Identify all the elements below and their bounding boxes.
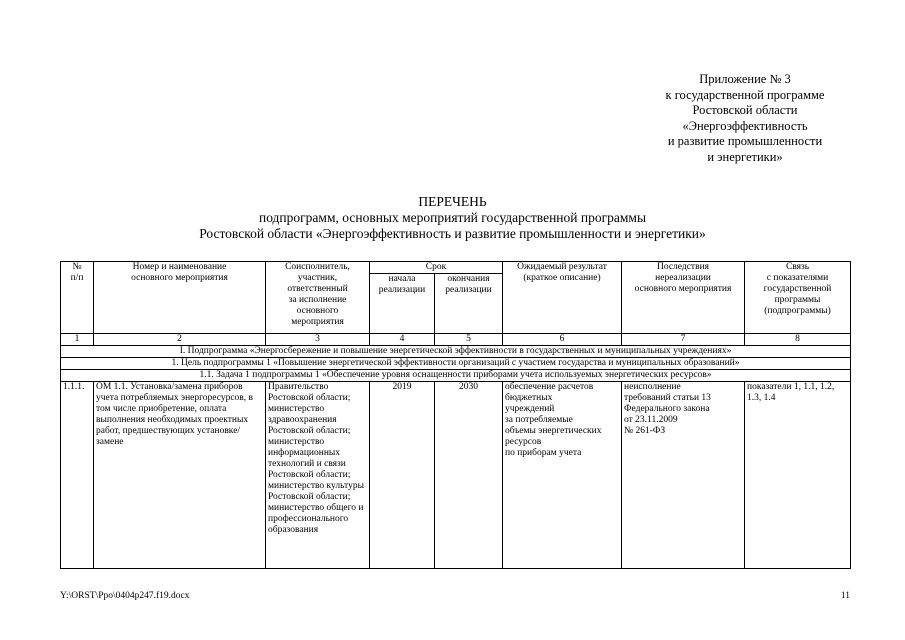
task-title: 1.1. Задача 1 подпрограммы 1 «Обеспечение уровня оснащенности приборами учета используемых энергетических ресурсов» — [61, 370, 851, 382]
header-col-term: Срок — [370, 262, 503, 274]
title-heading: ПЕРЕЧЕНЬ — [418, 194, 487, 209]
header-col-name: Номер и наименование основного мероприятия — [94, 262, 266, 334]
row-start-year: 2019 — [370, 382, 435, 569]
header-col-number: № п/п — [61, 262, 94, 334]
goal-title: 1. Цель подпрограммы 1 «Повышение энергетической эффективности организаций с участием государства и муниципальных образований» — [61, 358, 851, 370]
appendix-line: к государственной программе — [665, 87, 825, 102]
column-number: 8 — [745, 334, 851, 346]
row-expected-result: обеспечение расчетов бюджетных учреждений за потребляемые объемы энергетических ресурсов по приборам учета — [503, 382, 622, 569]
title-line: подпрограмм, основных мероприятий государственной программы — [258, 210, 647, 225]
table-row — [61, 382, 851, 569]
header-row — [61, 262, 851, 274]
appendix-line: и развитие промышленности — [667, 134, 823, 148]
task-row — [61, 370, 851, 382]
page-number: 11 — [840, 591, 850, 601]
column-number: 3 — [266, 334, 370, 346]
column-numbers-row — [61, 334, 851, 346]
header-col-participant: Соисполнитель, участник, ответственный за исполнение основного мероприятия — [266, 262, 370, 334]
subprogram-row — [61, 346, 851, 358]
row-participant: Правительство Ростовской области; министерство здравоохранения Ростовской области; министерство информационных технологий и связи Ростовской области; министерство культуры Ростовской области; министерство общего и профессионального образования — [266, 382, 370, 569]
goal-row — [61, 358, 851, 370]
header-col-start: начала реализации — [370, 274, 435, 334]
document-title — [0, 194, 905, 242]
appendix-line: Ростовской области — [692, 103, 798, 117]
header-col-link: Связь с показателями государственной программы (подпрограммы) — [745, 262, 851, 334]
header-col-result: Ожидаемый результат (краткое описание) — [503, 262, 622, 334]
footer-file-path: Y:\ORST\Ppo\0404p247.f19.docx — [60, 591, 190, 601]
column-number: 1 — [61, 334, 94, 346]
appendix-line: «Энергоэффективность — [682, 118, 808, 133]
appendix-line: Приложение № 3 — [699, 72, 791, 86]
header-col-consequences: Последствия нереализации основного мероприятия — [622, 262, 745, 334]
row-indicator-link: показатели 1, 1.1, 1.2, 1.3, 1.4 — [745, 382, 851, 569]
subprogram-title: I. Подпрограмма «Энергосбережение и повышение энергетической эффективности в государственных и муниципальных учреждениях» — [61, 346, 851, 358]
title-line: Ростовской области «Энергоэффективность и развитие промышленности и энергетики» — [199, 226, 706, 241]
column-number: 2 — [94, 334, 266, 346]
column-number: 5 — [435, 334, 503, 346]
appendix-line: и энергетики» — [707, 149, 783, 164]
row-number: 1.1.1. — [61, 382, 94, 569]
column-number: 7 — [622, 334, 745, 346]
measures-table — [60, 261, 851, 569]
row-consequences: неисполнение требований статьи 13 Федерального закона от 23.11.2009 № 261-ФЗ — [622, 382, 745, 569]
appendix-block — [620, 72, 870, 165]
column-number: 6 — [503, 334, 622, 346]
row-measure-name: ОМ 1.1. Установка/замена приборов учета потребляемых энергоресурсов, в том числе приобретение, оплата выполнения необходимых проектных работ, предшествующих установке/замене — [94, 382, 266, 569]
row-end-year: 2030 — [435, 382, 503, 569]
header-col-end: окончания реализации — [435, 274, 503, 334]
column-number: 4 — [370, 334, 435, 346]
